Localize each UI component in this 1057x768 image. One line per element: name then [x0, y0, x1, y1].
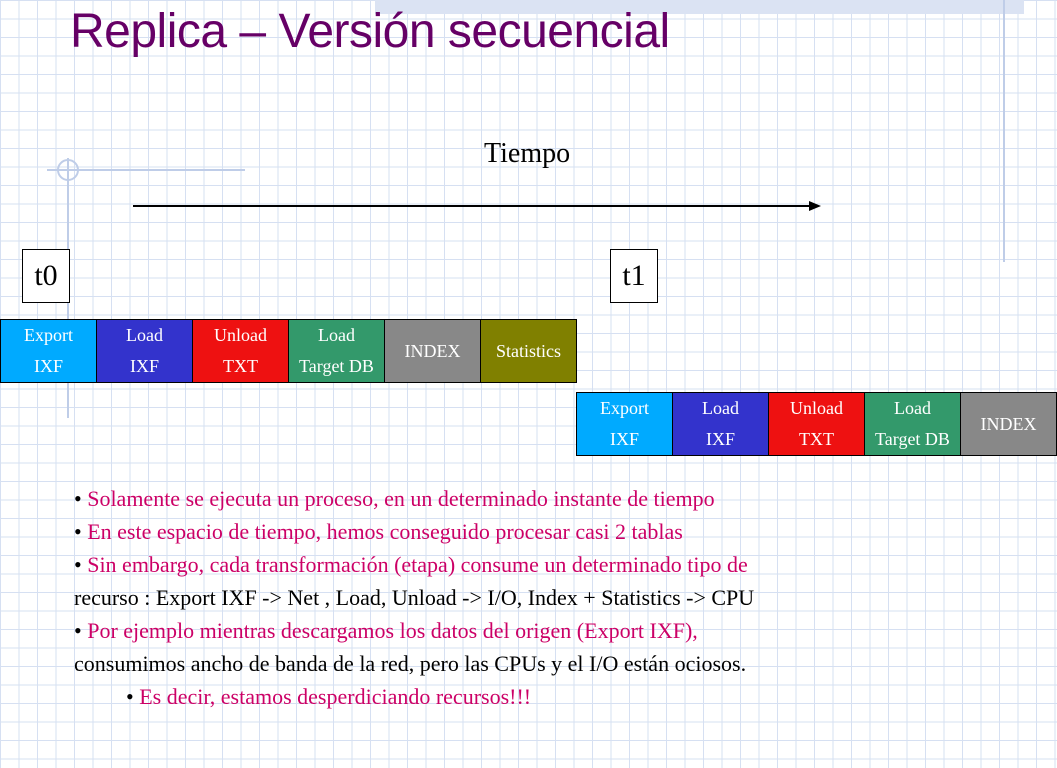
process-stage	[864, 392, 961, 456]
bullet-marker: •	[74, 618, 82, 643]
t1-marker: t1	[610, 249, 658, 303]
bullet-marker: •	[74, 486, 82, 511]
bullet-item-4	[74, 614, 994, 647]
sub-bullet-item	[74, 680, 994, 713]
stage-label-line1: Export	[24, 325, 73, 345]
process-stage	[768, 392, 865, 456]
bullet-text: Solamente se ejecuta un proceso, en un determinado instante de tiempo	[87, 486, 715, 511]
stage-label-line2: Target DB	[875, 429, 950, 449]
stage-label-line1: Statistics	[495, 340, 561, 361]
process-stage	[960, 392, 1057, 456]
stage-label-line2: TXT	[799, 429, 834, 449]
stage-label-line2: IXF	[33, 356, 63, 376]
process-stage	[288, 319, 385, 383]
process-stage	[672, 392, 769, 456]
stage-label-line1: INDEX	[404, 340, 461, 361]
bullet-text: En este espacio de tiempo, hemos conseguido procesar casi 2 tablas	[87, 519, 683, 544]
bullet-marker: •	[126, 684, 134, 709]
process-stage	[576, 392, 673, 456]
stage-label-line1: Load	[702, 398, 739, 418]
bullet-marker: •	[74, 519, 82, 544]
stage-label-line2: TXT	[223, 356, 258, 376]
page-title: Replica – Versión secuencial	[70, 5, 670, 58]
bullet-text: Es decir, estamos desperdiciando recursos!!!	[139, 684, 532, 709]
stage-label-line1: Unload	[214, 325, 267, 345]
process-stage	[384, 319, 481, 383]
stage-label-line2: IXF	[129, 356, 159, 376]
decorative-circle	[57, 159, 79, 181]
process-stage	[480, 319, 577, 383]
stage-label-line1: Unload	[790, 398, 843, 418]
bullet-text: Sin embargo, cada transformación (etapa) consume un determinado tipo de	[87, 552, 748, 577]
process-stage	[0, 319, 97, 383]
decorative-vertical-line	[1003, 0, 1005, 262]
bullet-item-3	[74, 548, 994, 581]
stage-label-line1: Load	[894, 398, 931, 418]
stage-label-line1: Export	[600, 398, 649, 418]
bullet-text: Por ejemplo mientras descargamos los datos del origen (Export IXF),	[87, 618, 698, 643]
stage-label-line1: Load	[318, 325, 355, 345]
timeline-label: Tiempo	[484, 138, 571, 169]
bullet-marker: •	[74, 552, 82, 577]
stage-label-line2: IXF	[705, 429, 735, 449]
process-row-2	[576, 392, 1057, 456]
stage-label-line2: Target DB	[299, 356, 374, 376]
process-stage	[96, 319, 193, 383]
stage-label-line1: INDEX	[980, 413, 1037, 434]
stage-label-line1: Load	[126, 325, 163, 345]
bullet-item-4-continuation: consumimos ancho de banda de la red, pero las CPUs y el I/O están ociosos.	[74, 651, 747, 676]
process-row-1	[0, 319, 577, 383]
timeline-arrow	[133, 199, 823, 213]
bullet-item-2	[74, 515, 994, 548]
bullet-list	[74, 482, 994, 713]
stage-label-line2: IXF	[609, 429, 639, 449]
bullet-item-1	[74, 482, 994, 515]
bullet-item-3-continuation: recurso : Export IXF -> Net , Load, Unload -> I/O, Index + Statistics -> CPU	[74, 585, 755, 610]
process-stage	[192, 319, 289, 383]
t0-marker: t0	[22, 249, 70, 303]
